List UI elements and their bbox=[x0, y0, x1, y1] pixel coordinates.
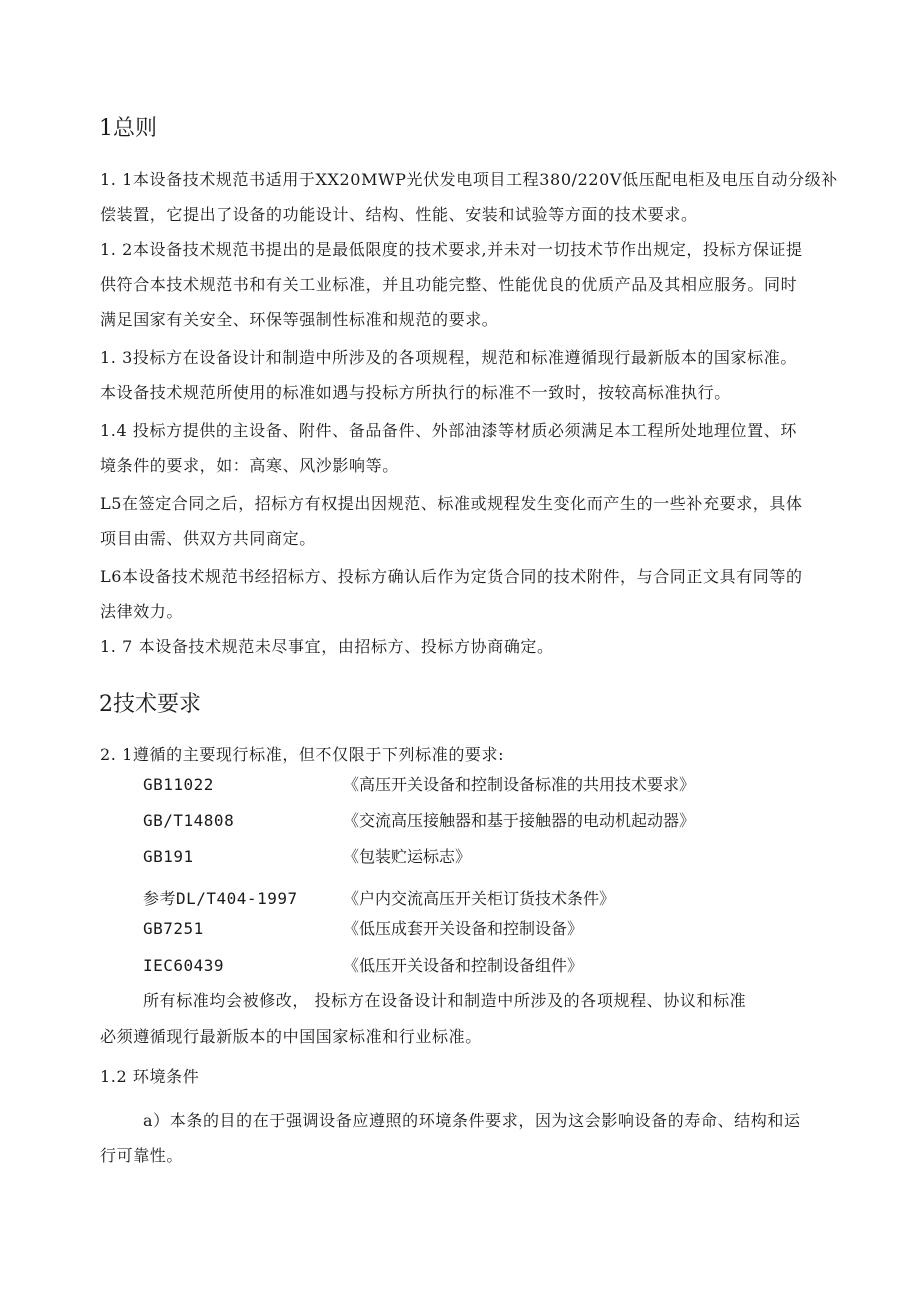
standard-code: GB191 bbox=[143, 847, 194, 866]
environment-a-line-1: a）本条的目的在于强调设备应遵照的环境条件要求，因为这会影响设备的寿命、结构和运 bbox=[143, 1111, 801, 1130]
standard-code: GB11022 bbox=[143, 775, 214, 794]
clause-1-5-line-1: L5在签定合同之后，招标方有权提出因规范、标准或规程发生变化而产生的一些补充要求，具体 bbox=[100, 494, 803, 513]
standard-title: 《包装贮运标志》 bbox=[343, 847, 472, 866]
standards-note-line-1: 所有标准均会被修改， 投标方在设备设计和制造中所涉及的各项规程、协议和标准 bbox=[143, 991, 747, 1010]
environment-a-line-2: 行可靠性。 bbox=[100, 1146, 184, 1165]
standard-title: 《低压开关设备和控制设备组件》 bbox=[343, 956, 584, 975]
clause-1-4-line-1: 1.4 投标方提供的主设备、附件、备品备件、外部油漆等材质必须满足本工程所处地理位置、环 bbox=[100, 421, 797, 440]
clause-1-1-line-2: 偿装置，它提出了设备的功能设计、结构、性能、安装和试验等方面的技术要求。 bbox=[100, 205, 698, 224]
standard-code: GB7251 bbox=[143, 919, 204, 938]
environment-heading: 1.2 环境条件 bbox=[100, 1067, 200, 1086]
standard-title: 《低压成套开关设备和控制设备》 bbox=[343, 919, 584, 938]
clause-1-1-line-1: 1. 1本设备技术规范书适用于XX20MWP光伏发电项目工程380/220V低压配电柜及电压自动分级补 bbox=[100, 170, 838, 189]
standard-code: GB/T14808 bbox=[143, 811, 235, 830]
section-1-heading: 1总则 bbox=[99, 116, 157, 141]
clause-1-5-line-2: 项目由需、供双方共同商定。 bbox=[100, 529, 316, 548]
standard-code: IEC60439 bbox=[143, 956, 225, 975]
clause-1-4-line-2: 境条件的要求，如：高寒、风沙影响等。 bbox=[100, 456, 399, 475]
section-2-heading: 2技术要求 bbox=[99, 692, 201, 717]
clause-1-7-line-1: 1. 7 本设备技术规范未尽事宜，由招标方、投标方协商确定。 bbox=[100, 637, 554, 656]
standard-title: 《交流高压接触器和基于接触器的电动机起动器》 bbox=[343, 811, 696, 830]
clause-1-2-line-1: 1. 2本设备技术规范书提出的是最低限度的技术要求,并未对一切技术节作出规定，投标方保证提 bbox=[100, 240, 803, 259]
clause-1-6-line-2: 法律效力。 bbox=[100, 602, 184, 621]
standard-title: 《户内交流高压开关柜订货技术条件》 bbox=[343, 889, 616, 908]
standards-note-line-2: 必须遵循现行最新版本的中国国家标准和行业标准。 bbox=[100, 1027, 482, 1046]
clause-1-2-line-2: 供符合本技术规范书和有关工业标准，并且功能完整、性能优良的优质产品及其相应服务。同时 bbox=[100, 275, 798, 294]
clause-2-1-intro: 2. 1遵循的主要现行标准，但不仅限于下列标准的要求: bbox=[100, 745, 505, 764]
standard-title: 《高压开关设备和控制设备标准的共用技术要求》 bbox=[343, 775, 696, 794]
clause-1-3-line-1: 1. 3投标方在设备设计和制造中所涉及的各项规程，规范和标准遵循现行最新版本的国家标准。 bbox=[100, 348, 797, 367]
clause-1-2-line-3: 满足国家有关安全、环保等强制性标准和规范的要求。 bbox=[100, 310, 499, 329]
clause-1-6-line-1: L6本设备技术规范书经招标方、投标方确认后作为定货合同的技术附件，与合同正文具有同等的 bbox=[100, 567, 803, 586]
clause-1-3-line-2: 本设备技术规范所使用的标准如遇与投标方所执行的标准不一致时，按较高标准执行。 bbox=[100, 383, 731, 402]
standard-code: 参考DL/T404-1997 bbox=[143, 889, 298, 908]
